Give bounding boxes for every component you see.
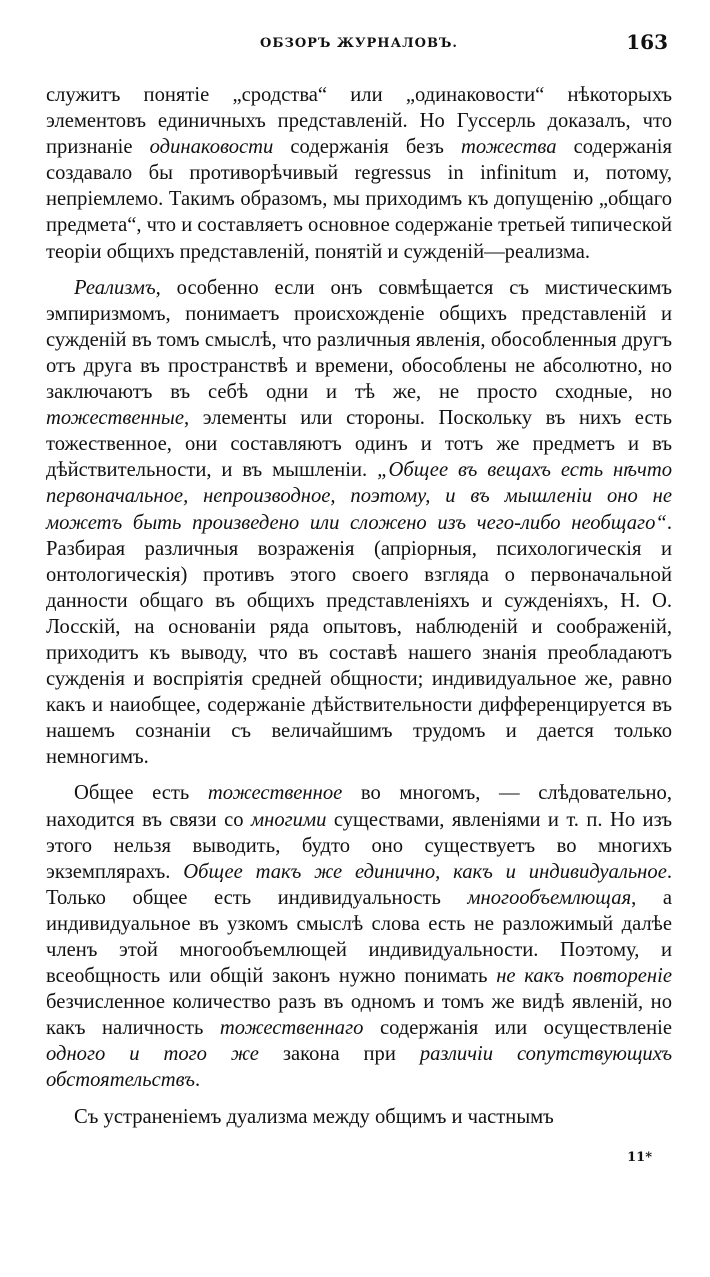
page-number: 163 (626, 30, 668, 54)
body-text (46, 82, 672, 1130)
emphasized-text: тожественное (207, 782, 343, 805)
text-run: существами, явленіями и т. п. Но изъ этого нельзя выводить, будто оно существуетъ во многихъ экземплярахъ. (46, 808, 673, 883)
emphasized-text: Общее такъ же единично, какъ и индивидуальное (183, 860, 667, 883)
text-run: содержанія создавало бы противорѣчивый regressus in infinitum и, потому, непріемлемо. Такимъ образомъ, мы приходимъ къ допущенію „общаго предмета“, что и составляетъ основное содержаніе третьей типической теоріи общихъ представленій, понятій и сужденій—реализма. (46, 136, 672, 263)
paragraph-3 (46, 780, 672, 1093)
book-page (46, 28, 672, 1258)
text-run: содержанія безъ (273, 136, 461, 159)
text-run: . Только общее есть индивидуальность (46, 860, 672, 909)
text-run: во многомъ, — слѣдовательно, находится въ связи со (46, 782, 672, 831)
running-title: ОБЗОРЪ ЖУРНАЛОВЪ. (260, 36, 458, 51)
text-run: , а индивидуальное въ узкомъ смыслѣ слова есть не разложимый далѣе членъ этой многообъемлющей индивидуальности. Поэтому, и всеобщность или общій законъ нужно понимать (46, 886, 672, 988)
text-run: содержанія или осуществленіе (363, 1017, 672, 1040)
emphasized-text: многими (250, 808, 327, 831)
text-run: , элементы или стороны. Поскольку въ нихъ есть тожественное, они составляютъ одинъ и тотъ же предметъ и въ дѣйствительности, и въ мышленіи. (46, 407, 672, 482)
emphasized-text: различіи сопутствующихъ обстоятельствъ (46, 1043, 673, 1092)
text-run: закона при (258, 1043, 420, 1066)
emphasized-text: тожественнаго (219, 1017, 364, 1040)
emphasized-text: Реализмъ (74, 276, 156, 299)
paragraph-2 (46, 275, 672, 771)
emphasized-text: тожественные (46, 407, 185, 430)
text-run: . (194, 1069, 201, 1092)
printer-signature-mark: 11* (627, 1150, 652, 1165)
text-run: Общее есть (74, 782, 208, 805)
emphasized-text: многообъемлющая (467, 886, 632, 909)
emphasized-text: не какъ повтореніе (496, 965, 672, 988)
text-run: , особенно если онъ совмѣщается съ мистическимъ эмпиризмомъ, понимаетъ происхожденіе общихъ представленій и сужденій въ томъ смыслѣ, что различныя явленія, обособленныя другъ отъ друга въ пространствѣ и времени, обособлены не абсолютно, но заключаютъ въ себѣ одни и тѣ же, не просто сходные, но (46, 276, 672, 404)
emphasized-text: тожества (461, 136, 557, 159)
running-header (46, 28, 672, 58)
paragraph-1 (46, 82, 672, 265)
emphasized-text: одного и того же (46, 1043, 259, 1066)
paragraph-4 (46, 1104, 672, 1130)
emphasized-text: „Общее въ вещахъ есть нѣчто первоначальное, непроизводное, поэтому, и въ мышленіи оно не можетъ быть произведено или сложено изъ чего-либо необщаго“ (46, 459, 672, 534)
text-run: служитъ понятіе „сродства“ или „одинаковости“ нѣкоторыхъ элементовъ единичныхъ представленій. Но Гуссерль доказалъ, что признаніе (46, 84, 672, 159)
text-run: Съ устраненіемъ дуализма между общимъ и частнымъ (74, 1105, 554, 1128)
emphasized-text: одинаковости (149, 136, 274, 159)
text-run: безчисленное количество разъ въ одномъ и томъ же видѣ явленій, но какъ наличность (46, 991, 672, 1040)
text-run: . Разбирая различныя возраженія (апріорныя, психологическія и онтологическія) противъ этого своего взгляда о первоначальной данности общаго въ общихъ представленіяхъ и сужденіяхъ, Н. О. Лосскій, на основаніи ряда опытовъ, наблюденій и соображеній, приходитъ къ выводу, что въ составѣ нашего знанія преобладаютъ сужденія и воспріятія средней общности; индивидуальное же, равно какъ и наиобщее, содержаніе дѣйствительности дифференцируется въ нашемъ сознаніи съ величайшимъ трудомъ и дается только немногимъ. (46, 511, 672, 769)
